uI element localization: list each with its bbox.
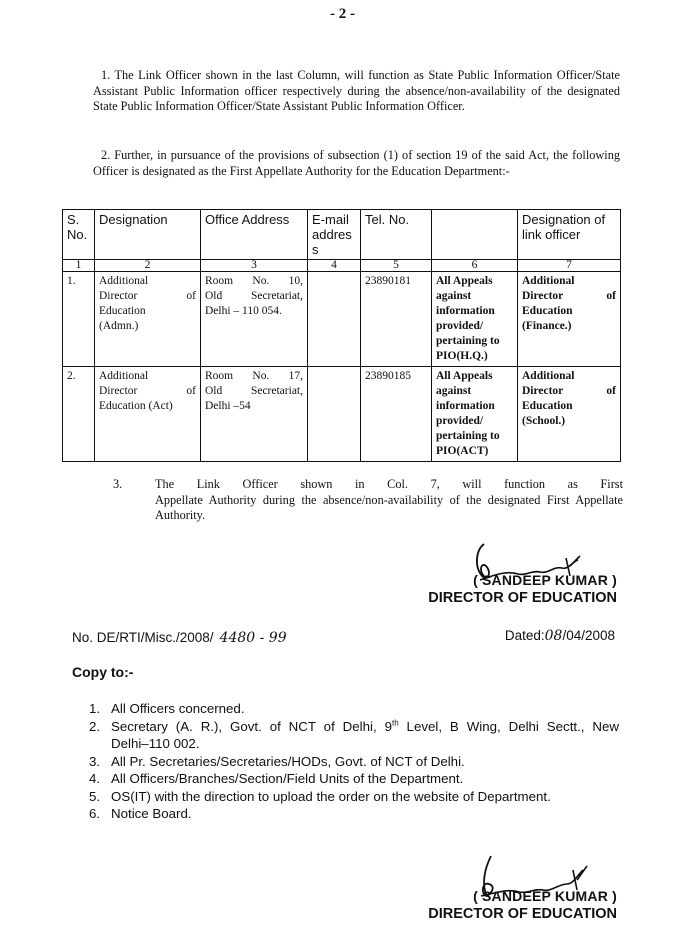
cell-office-address (201, 367, 308, 462)
cell-line: Director of (99, 385, 196, 397)
cell-line: pertaining to (436, 335, 500, 347)
cell-line: PIO(H.Q.) (436, 350, 488, 362)
cell-designation (95, 367, 201, 462)
cell-line: Additional (99, 370, 149, 382)
cell-line: provided/ (436, 320, 484, 332)
order-number-handwritten: 4480 - 99 (219, 630, 287, 646)
cell-office-address (201, 272, 308, 367)
cell-line: All Appeals (436, 275, 493, 287)
cell-line: Delhi –54 (205, 400, 251, 412)
list-item-number: 2. (89, 718, 101, 734)
cell-sno: 1. (63, 272, 95, 367)
officer-table (62, 209, 621, 462)
cell-line: against (436, 385, 472, 397)
cell-line: All Appeals (436, 370, 493, 382)
cell-tel: 23890185 (361, 367, 432, 462)
cell-appeals (432, 367, 518, 462)
paragraph-body (155, 477, 623, 524)
list-item (89, 700, 619, 718)
order-number-printed: No. DE/RTI/Misc./2008/ (72, 630, 214, 645)
cell-line: Room No. 10, (205, 275, 303, 287)
signatory-title: DIRECTOR OF EDUCATION (428, 590, 617, 606)
date-day-handwritten: 08 (544, 628, 563, 644)
cell-link-officer (518, 272, 621, 367)
header-sno: S. No. (63, 210, 95, 260)
list-item-number: 6. (89, 806, 101, 821)
header-email-line: E-mail (312, 212, 349, 227)
cell-line: provided/ (436, 415, 484, 427)
list-item (89, 770, 619, 788)
cell-line: Director of (522, 290, 616, 302)
column-number: 6 (432, 260, 518, 272)
column-number: 4 (308, 260, 361, 272)
cell-line: Education (99, 305, 146, 317)
cell-sno: 2. (63, 367, 95, 462)
cell-email (308, 367, 361, 462)
list-item (89, 805, 619, 823)
cell-line: information (436, 400, 495, 412)
header-email (308, 210, 361, 260)
signatory-block (428, 888, 617, 922)
cell-line: Old Secretariat, (205, 385, 303, 397)
header-email-line: s (312, 242, 319, 257)
list-item-number: 4. (89, 771, 101, 786)
cell-line: pertaining to (436, 430, 500, 442)
list-item-text (111, 718, 619, 752)
cell-line: Delhi – 110 054. (205, 305, 282, 317)
header-email-line: addres (312, 227, 352, 242)
list-item-line: Delhi–110 002. (111, 736, 200, 751)
list-item-part: Secretary (A. R.), Govt. of NCT of Delhi, 9 (111, 718, 392, 734)
cell-line: (Admn.) (99, 320, 139, 332)
list-item (89, 788, 619, 806)
list-item-number: 5. (89, 788, 101, 804)
cell-line: Additional (522, 370, 575, 382)
cell-line: Additional (99, 275, 149, 287)
cell-line: Director of (522, 385, 616, 397)
column-number: 2 (95, 260, 201, 272)
cell-designation (95, 272, 201, 367)
column-number: 7 (518, 260, 621, 272)
column-number: 5 (361, 260, 432, 272)
cell-line: (School.) (522, 415, 566, 427)
paragraph-line: The Link Officer shown in Col. 7, will function as First (155, 477, 623, 491)
list-item-sup: th (391, 718, 399, 728)
cell-email (308, 272, 361, 367)
signatory-name: ( SANDEEP KUMAR ) (473, 572, 617, 588)
signatory-title: DIRECTOR OF EDUCATION (428, 906, 617, 922)
paragraph-line: Appellate Authority during the absence/non-availability of the designated First Appellate Authority. (155, 492, 623, 522)
table-row (63, 272, 621, 367)
date-label: Dated: (504, 628, 545, 643)
list-item-number: 3. (89, 753, 101, 769)
list-item-text: All Pr. Secretaries/Secretaries/HODs, Govt. of NCT of Delhi. (111, 753, 465, 769)
table-column-number-row (63, 260, 621, 272)
list-item-line (111, 718, 619, 736)
signatory-block (428, 572, 617, 606)
cell-line: Education (522, 305, 573, 317)
table-row (63, 367, 621, 462)
cell-line: Room No. 17, (205, 370, 303, 382)
list-item-text: All Officers concerned. (111, 701, 245, 716)
list-item-number: 1. (89, 701, 101, 716)
paragraph-link-officer-col7 (113, 477, 623, 524)
cell-line: (Finance.) (522, 320, 572, 332)
list-item (89, 718, 619, 753)
header-office-address: Office Address (201, 210, 308, 260)
order-number (72, 630, 287, 646)
paragraph-number: 3. (113, 477, 123, 491)
table-header-row (63, 210, 621, 260)
header-tel: Tel. No. (361, 210, 432, 260)
paragraph-first-appellate: 2. Further, in pursuance of the provisions of subsection (1) of section 19 of the said Act, the following Officer is designated as the First Appellate Authority for the Education Department:- (93, 148, 620, 178)
cell-line: Director of (99, 290, 196, 302)
cell-appeals (432, 272, 518, 367)
paragraph-link-officer: 1. The Link Officer shown in the last Column, will function as State Public Information Officer/State Assistant Public Information officer respectively during the absence/non-availability of the designated State Public Information Officer/State Assistant Public Information Officer. (93, 68, 620, 113)
list-item-part: Level, B Wing, Delhi Sectt., New (398, 718, 619, 734)
cell-line: Education (Act) (99, 400, 173, 412)
date-rest: /04/2008 (562, 628, 615, 643)
page-number: - 2 - (330, 6, 355, 22)
list-item-text: Notice Board. (111, 806, 192, 821)
column-number: 1 (63, 260, 95, 272)
copy-to-list (89, 700, 619, 823)
cell-line: against (436, 290, 472, 302)
list-item-text: All Officers/Branches/Section/Field Units of the Department. (111, 771, 464, 786)
cell-line: Additional (522, 275, 575, 287)
cell-line: Education (522, 400, 573, 412)
signatory-name: ( SANDEEP KUMAR ) (473, 888, 617, 904)
cell-line: information (436, 305, 495, 317)
cell-line: Old Secretariat, (205, 290, 303, 302)
cell-line: PIO(ACT) (436, 445, 489, 457)
header-designation: Designation (95, 210, 201, 260)
order-date (505, 628, 615, 644)
list-item-text: OS(IT) with the direction to upload the order on the website of Department. (111, 788, 551, 804)
header-blank (432, 210, 518, 260)
header-link-officer: Designation of link officer (518, 210, 621, 260)
list-item (89, 753, 619, 771)
cell-tel: 23890181 (361, 272, 432, 367)
column-number: 3 (201, 260, 308, 272)
cell-link-officer (518, 367, 621, 462)
copy-to-heading: Copy to:- (72, 664, 134, 680)
